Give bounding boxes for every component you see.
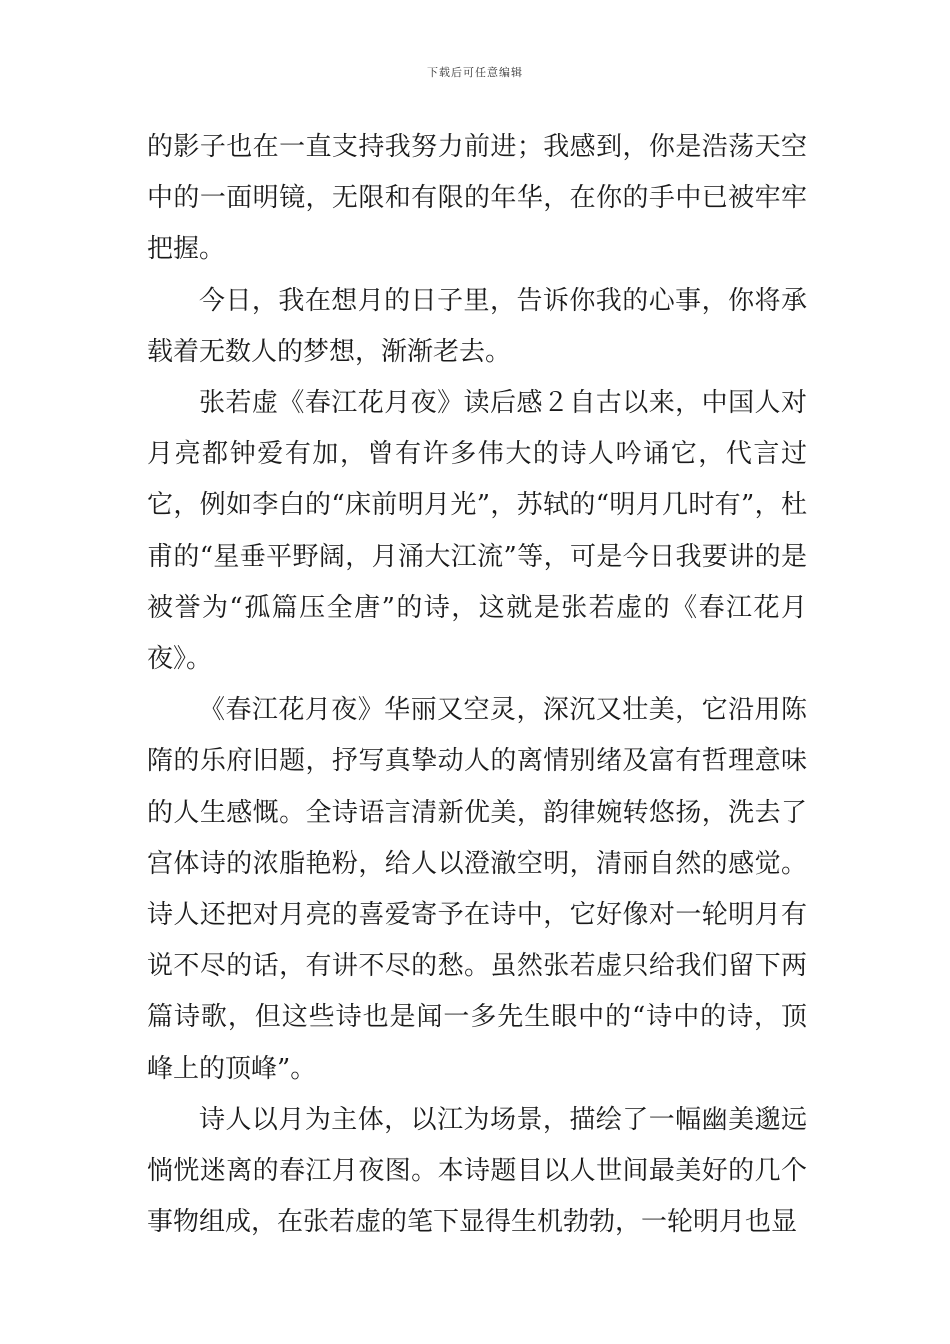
paragraph-5: 诗人以月为主体，以江为场景，描绘了一幅幽美邈远惝恍迷离的春江月夜图。本诗题目以人世间最美好的几个事物组成，在张若虚的笔下显得生机勃勃，一轮明月也显 bbox=[147, 1104, 807, 1238]
paragraph-4: 《春江花月夜》华丽又空灵，深沉又壮美，它沿用陈隋的乐府旧题，抒写真挚动人的离情别绪及富有哲理意味的人生感慨。全诗语言清新优美，韵律婉转悠扬，洗去了宫体诗的浓脂艳粉，给人以澄澈空明，清丽自然的感觉。诗人还把对月亮的喜爱寄予在诗中，它好像对一轮明月有说不尽的话，有讲不尽的愁。虽然张若虚只给我们留下两篇诗歌，但这些诗也是闻一多先生眼中的“诗中的诗，顶峰上的顶峰”。 bbox=[147, 695, 807, 1084]
document-body bbox=[147, 122, 807, 1248]
page-header: 下载后可任意编辑 bbox=[427, 66, 523, 79]
paragraph-2: 今日，我在想月的日子里，告诉你我的心事，你将承载着无数人的梦想，渐渐老去。 bbox=[147, 285, 807, 367]
paragraph-3: 张若虚《春江花月夜》读后感２自古以来，中国人对月亮都钟爱有加，曾有许多伟大的诗人吟诵它，代言过它，例如李白的“床前明月光”，苏轼的“明月几时有”，杜甫的“星垂平野阔，月涌大江流”等，可是今日我要讲的是被誉为“孤篇压全唐”的诗，这就是张若虚的《春江花月夜》。 bbox=[147, 388, 807, 675]
paragraph-1: 的影子也在一直支持我努力前进；我感到，你是浩荡天空中的一面明镜，无限和有限的年华，在你的手中已被牢牢把握。 bbox=[147, 132, 807, 265]
